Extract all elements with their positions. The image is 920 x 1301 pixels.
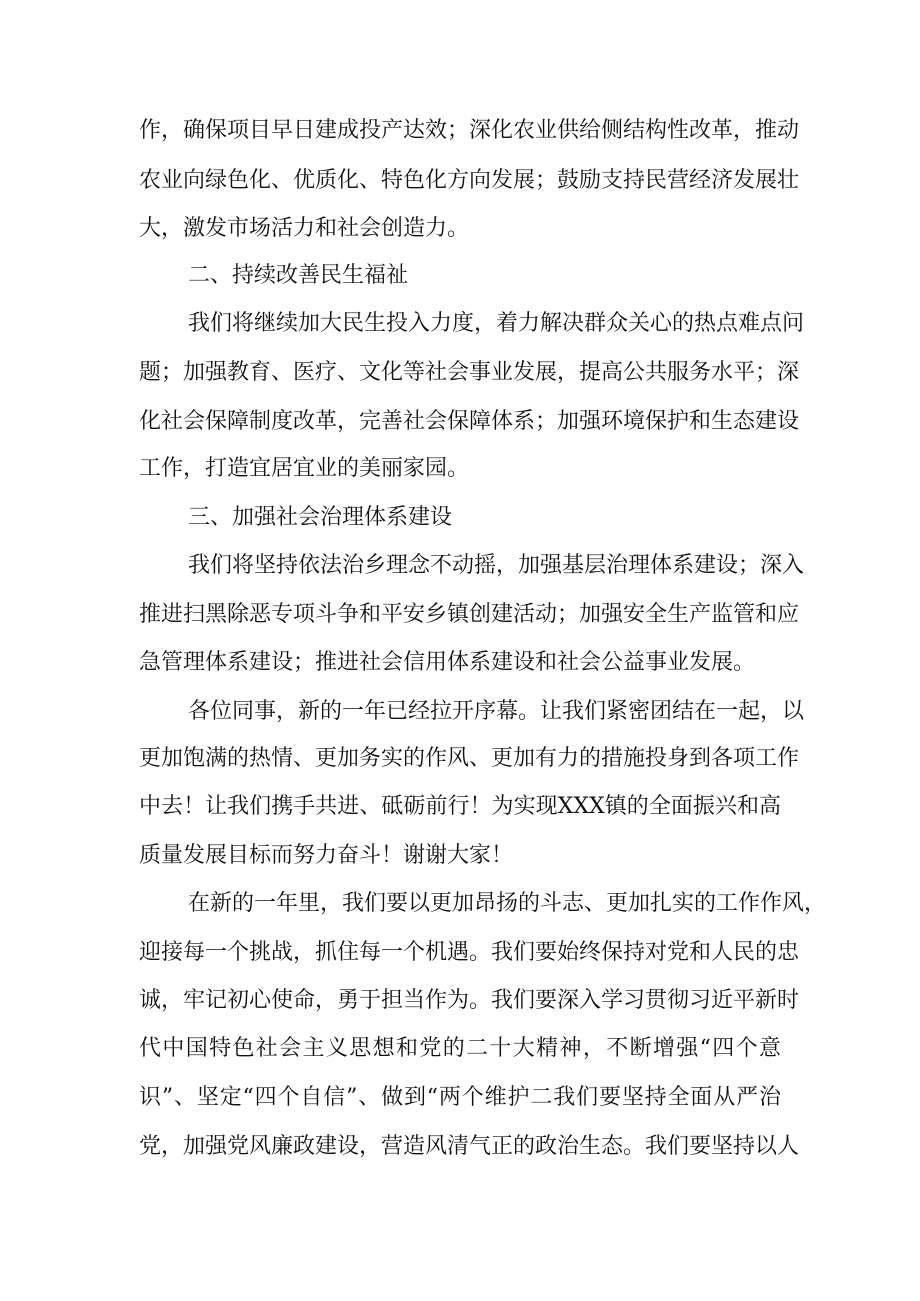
text-line: 各位同事，新的一年已经拉开序幕。让我们紧密团结在一起，以 bbox=[188, 699, 805, 724]
text-line: 党，加强党风廉政建设，营造风清气正的政治生态。我们要坚持以人 bbox=[139, 1134, 800, 1159]
text-line: 质量发展目标而努力奋斗！谢谢大家！ bbox=[139, 843, 514, 868]
text-line: 在新的一年里，我们要以更加昂扬的斗志、更加扎实的工作作风， bbox=[188, 891, 827, 916]
text-line: 迎接每一个挑战，抓住每一个机遇。我们要始终保持对党和人民的忠 bbox=[139, 940, 800, 965]
text-line: 我们将继续加大民生投入力度，着力解决群众关心的热点难点问 bbox=[188, 311, 805, 336]
text-line: 我们将坚持依法治乡理念不动摇，加强基层治理体系建设；深入 bbox=[188, 553, 805, 578]
text-line: 代中国特色社会主义思想和党的二十大精神，不断增强“四个意 bbox=[139, 1036, 783, 1061]
text-line: 识”、坚定“四个自信”、做到“两个维护二我们要坚持全面从严治 bbox=[139, 1085, 782, 1110]
text-line: 作，确保项目早日建成投产达效；深化农业供给侧结构性改革，推动 bbox=[139, 118, 800, 143]
section-heading: 三、加强社会治理体系建设 bbox=[188, 505, 453, 530]
text-line: 工作，打造宜居宜业的美丽家园。 bbox=[139, 456, 470, 481]
text-line: 题；加强教育、医疗、文化等社会事业发展，提高公共服务水平；深 bbox=[139, 360, 800, 385]
text-line: 农业向绿色化、优质化、特色化方向发展；鼓励支持民营经济发展壮 bbox=[139, 168, 800, 193]
text-line: 急管理体系建设；推进社会信用体系建设和社会公益事业发展。 bbox=[139, 650, 756, 675]
section-heading: 二、持续改善民生福祉 bbox=[188, 263, 409, 288]
text-line: 推进扫黑除恶专项斗争和平安乡镇创建活动；加强安全生产监管和应 bbox=[139, 602, 800, 627]
text-line: 诚，牢记初心使命，勇于担当作为。我们要深入学习贯彻习近平新时 bbox=[139, 988, 800, 1013]
text-line: 大，激发市场活力和社会创造力。 bbox=[139, 216, 470, 241]
text-line: 化社会保障制度改革，完善社会保障体系；加强环境保护和生态建设 bbox=[139, 409, 800, 434]
text-line: 更加饱满的热情、更加务实的作风、更加有力的措施投身到各项工作 bbox=[139, 746, 800, 771]
text-line: 中去！让我们携手共进、砥砺前行！为实现XXX镇的全面振兴和高 bbox=[139, 794, 782, 819]
